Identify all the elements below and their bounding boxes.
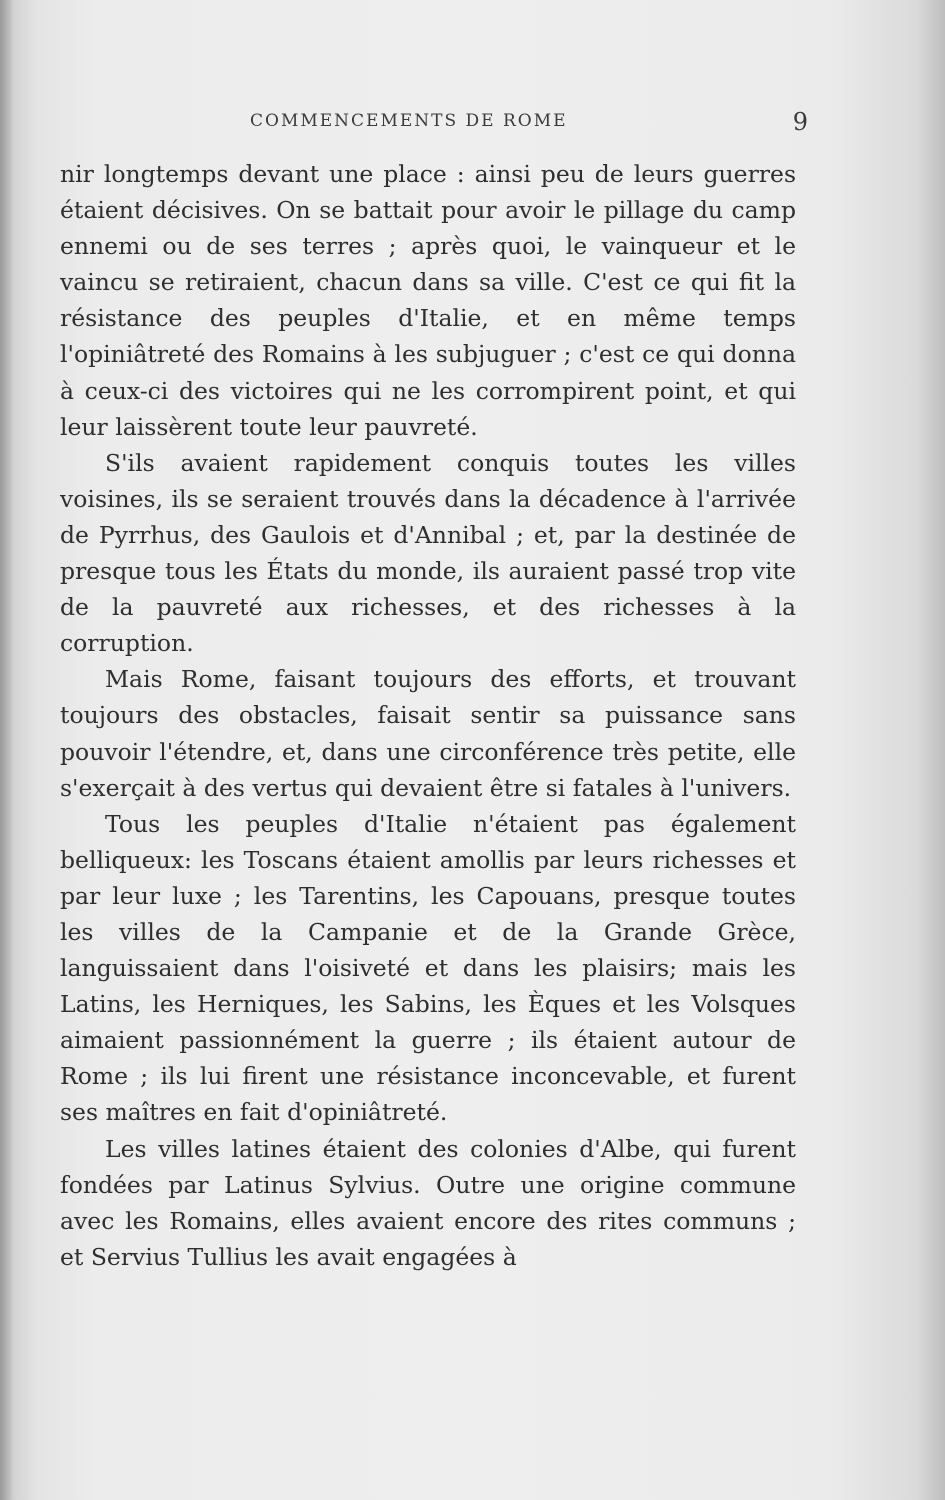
paragraph: Les villes latines étaient des colonies d'Albe, qui furent fondées par Latinus Sylvius. Outre une origine commune avec les Romains, elles avaient encore des rites communs ; et Servius Tullius les avait engagées à: [60, 1134, 796, 1271]
page-gutter-shadow: [0, 0, 14, 1500]
page-number: 9: [792, 108, 808, 136]
paragraph: Tous les peuples d'Italie n'étaient pas également belliqueux: les Toscans étaient amollis par leurs richesses et par leur luxe ; les Tarentins, les Capouans, presque toutes les villes de la Campanie et de la Grande Grèce, languissaient dans l'oisiveté et dans les plaisirs; mais les Latins, les Herniques, les Sabins, les Èques et les Volsques aimaient passionnément la guerre ; ils étaient autour de Rome ; ils lui firent une résistance inconcevable, et furent ses maîtres en fait d'opiniâtreté.: [60, 809, 796, 1127]
page-header: [60, 108, 808, 138]
paragraph: S'ils avaient rapidement conquis toutes les villes voisines, ils se seraient trouvés dans la décadence à l'arrivée de Pyrrhus, des Gaulois et d'Annibal ; et, par la destinée de presque tous les États du monde, ils auraient passé trop vite de la pauvreté aux richesses, et des richesses à la corruption.: [60, 448, 796, 658]
body-text: [60, 156, 796, 1275]
paragraph-continued: nir longtemps devant une place : ainsi peu de leurs guerres étaient décisives. On se battait pour avoir le pillage du camp ennemi ou de ses terres ; après quoi, le vainqueur et le vaincu se retiraient, chacun dans sa ville. C'est ce qui fit la résistance des peuples d'Italie, et en même temps l'opiniâtreté des Romains à les subjuguer ; c'est ce qui donna à ceux-ci des victoires qui ne les corrompirent point, et qui leur laissèrent toute leur pauvreté.: [60, 160, 796, 441]
running-title: COMMENCEMENTS DE ROME: [250, 111, 568, 131]
paragraph: Mais Rome, faisant toujours des efforts, et trouvant toujours des obstacles, faisait sentir sa puissance sans pouvoir l'étendre, et, dans une circonférence très petite, elle s'exerçait à des vertus qui devaient être si fatales à l'univers.: [60, 665, 796, 802]
